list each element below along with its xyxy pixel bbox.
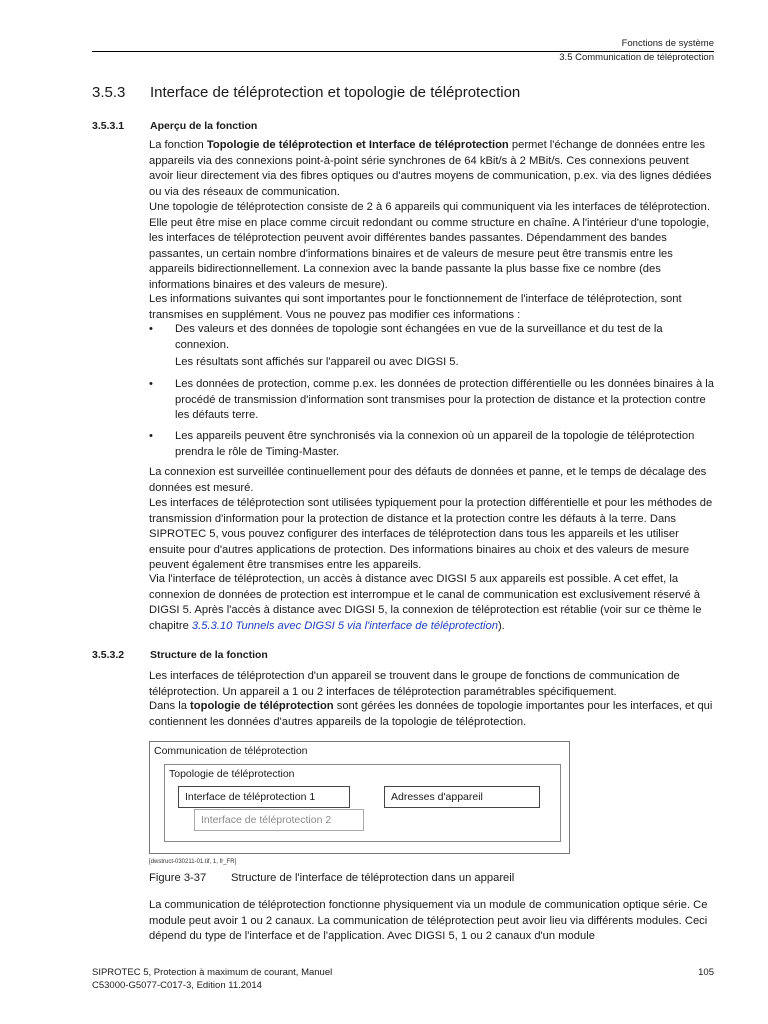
paragraph-topology-data xyxy=(149,699,714,730)
text-run: Via l'interface de téléprotection, un accès à distance avec DIGSI 5 aux appareils est possible. A cet effet, la connexion de données de protection est interrompue et le canal de communication est exclusivement réservé à DIGSI 5. Après l'accès à distance avec DIGSI 5, la connexion de téléprotection est rétablie (voir sur ce thème le chapitre xyxy=(149,573,702,632)
paragraph-physical-communication: La communication de téléprotection fonctionne physiquement via un module de communication optique série. Ce module peut avoir 1 ou 2 canaux. La communication de téléprotection peut avoir lieu via différents modules. Ceci dépend du type de l'interface et de l'application. Avec DIGSI 5, 1 ou 2 canaux d'un module xyxy=(149,899,708,943)
chapter-cross-reference-link[interactable]: 3.5.3.10 Tunnels avec DIGSI 5 via l'interface de téléprotection xyxy=(191,619,498,632)
subsection-title: Aperçu de la fonction xyxy=(150,120,258,132)
paragraph-usage: Les interfaces de téléprotection sont utilisées typiquement pour la protection différentielle et pour les méthodes de transmission d'information pour la protection de distance et la protection contre les défauts à la terre. Dans SIPROTEC 5, vous pouvez configurer des interfaces de téléprotection dans tous les appareils et les utiliser ensuite pour d'autres applications de protection. Des informations binaires au choix et des valeurs de mesure peuvent également être transmises entre les appareils. xyxy=(149,497,713,572)
function-name-bold: Topologie de téléprotection et Interface de téléprotection xyxy=(206,139,509,151)
device-addresses-label: Adresses d'appareil xyxy=(391,791,483,803)
device-addresses-box xyxy=(384,786,540,808)
footer-manual-title: SIPROTEC 5, Protection à maximum de courant, Manuel xyxy=(92,967,333,978)
bullet-text: Les appareils peuvent être synchronisés via la connexion où un appareil de la topologie de téléprotection prendra le rôle de Timing-Master. xyxy=(175,430,695,458)
figure-source-tag: [dwstruct-030211-01.tif, 1, fr_FR] xyxy=(149,859,237,865)
bullet-icon: • xyxy=(149,378,153,390)
running-header-section: 3.5 Communication de téléprotection xyxy=(559,52,714,63)
subsection-title: Structure de la fonction xyxy=(150,649,268,661)
bullet-subtext: Les résultats sont affichés sur l'appareil ou avec DIGSI 5. xyxy=(175,356,459,369)
running-header-chapter: Fonctions de système xyxy=(621,38,714,49)
page-number: 105 xyxy=(698,967,714,978)
paragraph-topology: Une topologie de téléprotection consiste de 2 à 6 appareils qui communiquent via les interfaces de téléprotection. Elle peut être mise en place comme circuit redondant ou comme structure en chaîne. A l'intérieur d'une topologie, les interfaces de téléprotection peuvent avoir différentes bandes passantes. Dépendamment des bandes passantes, un certain nombre d'informations binaires et de valeurs de mesure peut être transmis entre les appareils bidirectionnellement. La connexion avec la bande passante la plus basse fixe ce nombre (des informations binaires et des valeurs de mesure). xyxy=(149,201,710,291)
diagram-outer-label: Communication de téléprotection xyxy=(154,745,308,757)
paragraph-intro xyxy=(149,138,714,200)
figure-number: Figure 3-37 xyxy=(149,872,207,884)
interface-1-label: Interface de téléprotection 1 xyxy=(185,791,316,803)
paragraph-monitoring: La connexion est surveillée continuellement pour des défauts de données et panne, et le temps de décalage des données est mesuré. xyxy=(149,466,707,494)
figure-title: Structure de l'interface de téléprotection dans un appareil xyxy=(231,872,515,884)
text-run: La fonction xyxy=(149,139,207,151)
subsection-number: 3.5.3.2 xyxy=(92,649,125,661)
structure-diagram xyxy=(149,741,570,854)
header-rule xyxy=(92,51,714,52)
topology-term-bold: topologie de téléprotection xyxy=(190,700,334,712)
text-run: Dans la xyxy=(149,700,191,712)
section-number: 3.5.3 xyxy=(92,84,126,101)
text-run: permet l'échange de données entre les appareils via des connexions point-à-point série synchrones de 64 kBit/s à 2 MBit/s. Ces connexions peuvent avoir lieur directement via des fibres optiques ou d'autres moyens de communication, p.ex. via des lignes dédiées ou via des réseaux de communication. xyxy=(149,139,712,198)
paragraph-remote-access xyxy=(149,572,714,634)
interface-2-label: Interface de téléprotection 2 xyxy=(201,814,332,826)
paragraph-interfaces: Les interfaces de téléprotection d'un appareil se trouvent dans le groupe de fonctions de communication de téléprotection. Un appareil a 1 ou 2 interfaces de téléprotection paramétrables spécifiquement. xyxy=(149,670,680,698)
topology-box-label: Topologie de téléprotection xyxy=(169,768,295,780)
bullet-icon: • xyxy=(149,430,153,442)
footer-document-id: C53000-G5077-C017-3, Edition 11.2014 xyxy=(92,980,262,991)
text-run: ). xyxy=(497,619,505,632)
text-run: sont gérées les données de topologie importantes pour les interfaces, et qui contiennent les données d'autres appareils de la topologie de téléprotection. xyxy=(149,700,713,728)
interface-1-box xyxy=(178,786,350,808)
interface-2-box xyxy=(194,809,364,831)
section-title: Interface de téléprotection et topologie de téléprotection xyxy=(150,84,521,101)
bullet-icon: • xyxy=(149,323,153,335)
bullet-text: Des valeurs et des données de topologie sont échangées en vue de la surveillance et du test de la connexion. xyxy=(175,323,663,351)
paragraph-supplementary-info: Les informations suivantes qui sont importantes pour le fonctionnement de l'interface de téléprotection, sont transmises en supplément. Vous ne pouvez pas modifier ces informations : xyxy=(149,293,682,321)
subsection-number: 3.5.3.1 xyxy=(92,120,125,132)
bullet-text: Les données de protection, comme p.ex. les données de protection différentielle ou les données binaires à la procédé de transmission d'information sont transmises pour la protection de distance et la protection contre les défauts terre. xyxy=(175,378,715,422)
